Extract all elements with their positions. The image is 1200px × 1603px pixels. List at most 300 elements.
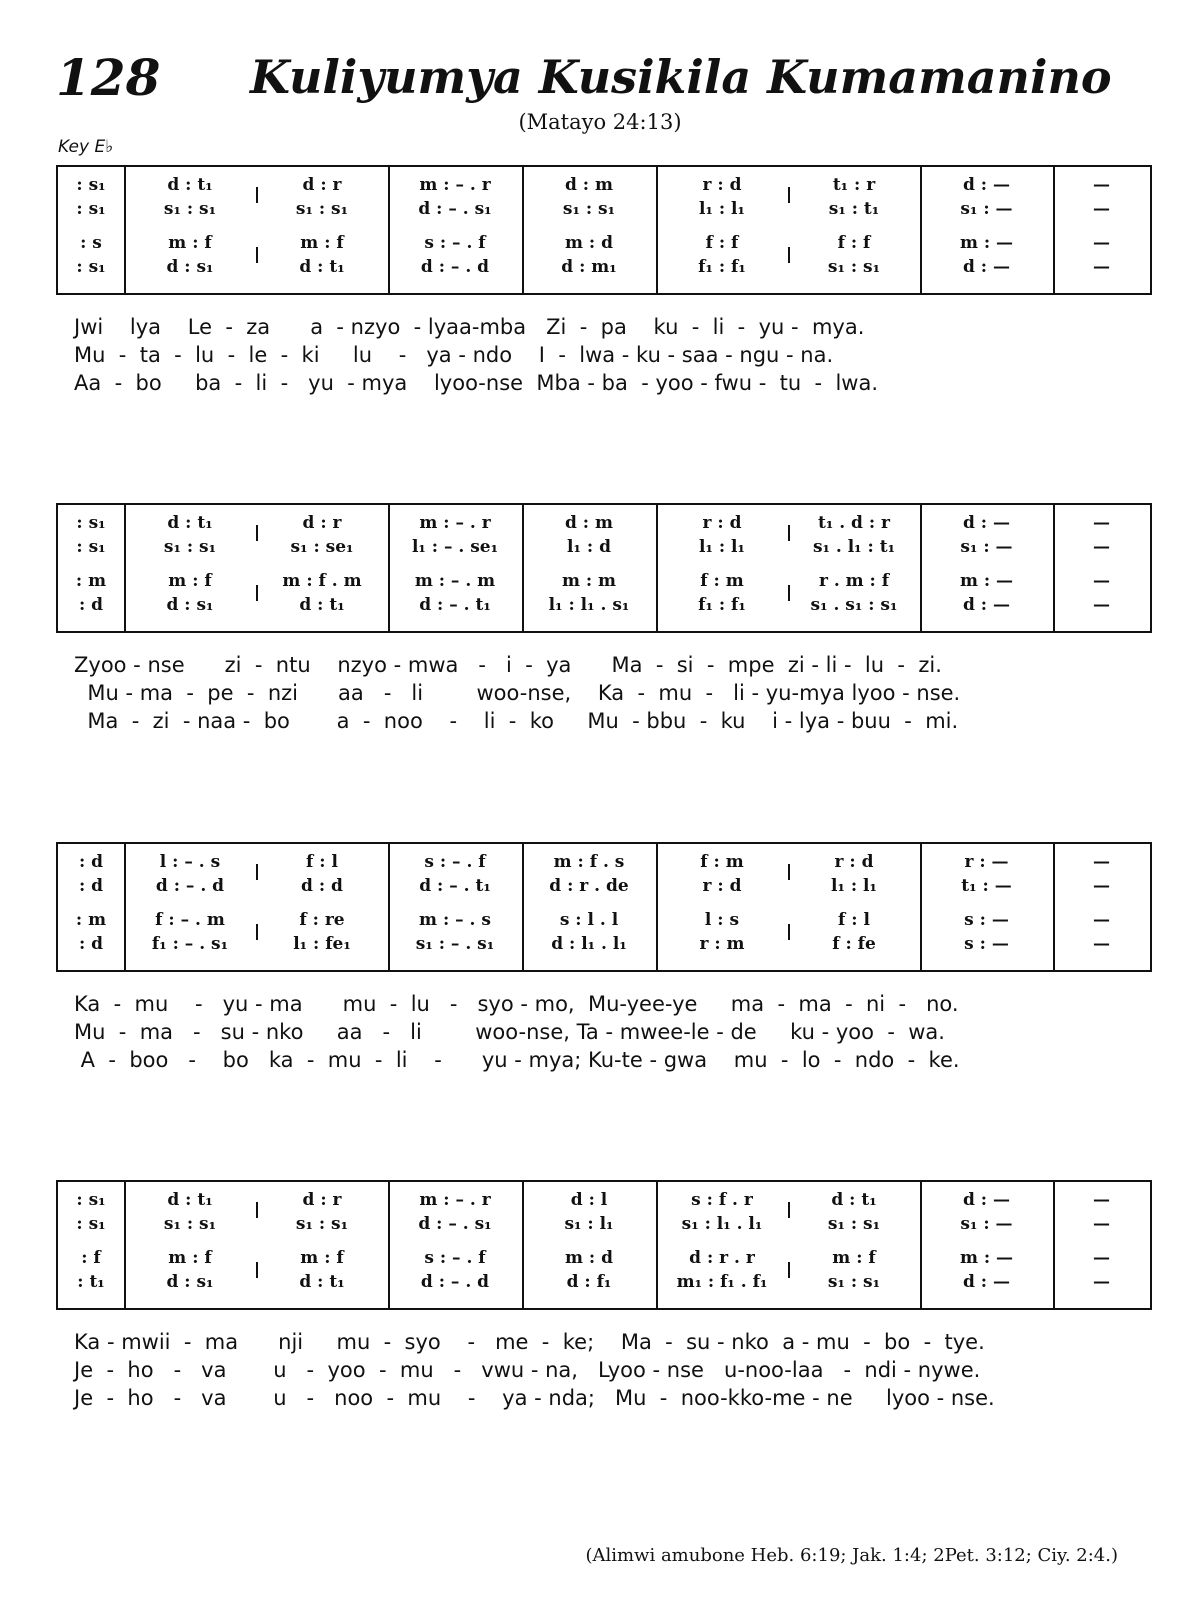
lyric-line: Je - ho - va u - noo - mu - ya - nda; Mu - noo-kko-me - ne lyoo - nse. xyxy=(74,1386,995,1410)
note-group: m : f xyxy=(300,233,344,253)
voice-notes xyxy=(58,876,124,896)
voice-notes xyxy=(58,257,124,277)
note-group: s₁ : se₁ xyxy=(290,537,354,557)
note-group: d : f₁ xyxy=(566,1272,612,1292)
note-group: l₁ : l₁ . s₁ xyxy=(548,595,630,615)
note-group: d : – . d xyxy=(420,257,490,277)
lyric-line: Jwi lya Le - za a - nzyo - lyaa-mba Zi - pa ku - li - yu - mya. xyxy=(74,315,865,339)
note-group: f₁ : f₁ xyxy=(698,257,746,277)
note-group: d : t₁ xyxy=(299,1272,345,1292)
note-group: m : f xyxy=(168,233,212,253)
measure xyxy=(58,167,124,293)
voice-notes xyxy=(788,1214,920,1234)
voice-notes xyxy=(522,1190,656,1210)
note-group: m : – . r xyxy=(419,175,491,195)
hymn-title: Kuliyumya Kusikila Kumamanino xyxy=(250,50,1112,104)
voice-notes xyxy=(656,876,788,896)
measure xyxy=(388,844,522,970)
note-group: : d xyxy=(78,595,104,615)
voice-notes xyxy=(788,233,920,253)
note-group: d : r xyxy=(302,1190,342,1210)
voice-notes xyxy=(788,571,920,591)
lyrics-block xyxy=(56,990,1150,1074)
note-group: — xyxy=(1093,513,1110,533)
voice-notes xyxy=(124,233,256,253)
note-group: d : – . d xyxy=(420,1272,490,1292)
measure xyxy=(256,844,388,970)
note-group: : d xyxy=(78,934,104,954)
voice-notes xyxy=(1053,175,1150,195)
note-group: m : — xyxy=(959,233,1014,253)
voice-notes xyxy=(58,571,124,591)
note-group: s₁ : s₁ xyxy=(827,1214,881,1234)
voice-notes xyxy=(1053,537,1150,557)
note-group: f : f xyxy=(837,233,871,253)
note-group: d : — xyxy=(963,1190,1010,1210)
note-group: s₁ : s₁ xyxy=(827,1272,881,1292)
voice-notes xyxy=(788,537,920,557)
measure xyxy=(522,1182,656,1308)
voice-notes xyxy=(388,1214,522,1234)
note-group: d : – . s₁ xyxy=(418,1214,492,1234)
music-system xyxy=(56,503,1150,735)
voice-notes xyxy=(124,1272,256,1292)
lyrics-block xyxy=(56,313,1150,397)
note-group: d : t₁ xyxy=(299,595,345,615)
note-group: — xyxy=(1093,595,1110,615)
note-group: m : — xyxy=(959,1248,1014,1268)
voice-notes xyxy=(256,175,388,195)
note-group: m : d xyxy=(565,233,613,253)
note-group: r . m : f xyxy=(818,571,890,591)
note-group: d : m xyxy=(565,175,613,195)
voice-notes xyxy=(788,199,920,219)
lyric-line: A - boo - bo ka - mu - li - yu - mya; Ku-te - gwa mu - lo - ndo - ke. xyxy=(74,1048,960,1072)
voice-notes xyxy=(788,910,920,930)
lyric-line: Mu - ta - lu - le - ki lu - ya - ndo I - lwa - ku - saa - ngu - na. xyxy=(74,343,834,367)
voice-notes xyxy=(124,537,256,557)
measure xyxy=(58,505,124,631)
voice-notes xyxy=(388,1272,522,1292)
note-group: — xyxy=(1093,1272,1110,1292)
hymn-number: 128 xyxy=(56,48,161,107)
voice-notes xyxy=(522,1214,656,1234)
measure xyxy=(920,167,1053,293)
voice-notes xyxy=(788,1272,920,1292)
note-group: d : s₁ xyxy=(166,595,214,615)
voice-notes xyxy=(920,175,1053,195)
voice-notes xyxy=(58,910,124,930)
voice-notes xyxy=(388,595,522,615)
note-group: f : re xyxy=(299,910,345,930)
note-group: d : s₁ xyxy=(166,1272,214,1292)
voice-notes xyxy=(920,1248,1053,1268)
voice-notes xyxy=(124,1214,256,1234)
note-group: — xyxy=(1093,1190,1110,1210)
solfa-staff xyxy=(56,165,1152,295)
voice-notes xyxy=(920,910,1053,930)
voice-notes xyxy=(388,513,522,533)
note-group: s₁ : – . s₁ xyxy=(415,934,495,954)
note-group: m : – . s xyxy=(419,910,491,930)
note-group: d : l₁ . l₁ xyxy=(551,934,627,954)
note-group: — xyxy=(1093,852,1110,872)
note-group: f : l xyxy=(306,852,338,872)
note-group: : m xyxy=(75,910,107,930)
note-group: m : f . m xyxy=(282,571,362,591)
voice-notes xyxy=(58,199,124,219)
voice-notes xyxy=(388,934,522,954)
note-group: d : – . s₁ xyxy=(418,199,492,219)
note-group: f : m xyxy=(700,852,744,872)
note-group: l₁ : fe₁ xyxy=(293,934,351,954)
voice-notes xyxy=(124,257,256,277)
note-group: : s₁ xyxy=(76,199,106,219)
lyric-line: Ka - mu - yu - ma mu - lu - syo - mo, Mu-yee-ye ma - ma - ni - no. xyxy=(74,992,959,1016)
lyric-line: Mu - ma - pe - nzi aa - li woo-nse, Ka - mu - li - yu-mya lyoo - nse. xyxy=(74,681,961,705)
measure xyxy=(788,844,920,970)
voice-notes xyxy=(788,852,920,872)
lyric-line: Mu - ma - su - nko aa - li woo-nse, Ta - mwee-le - de ku - yoo - wa. xyxy=(74,1020,945,1044)
note-group: s₁ : s₁ xyxy=(295,199,349,219)
measure xyxy=(124,844,256,970)
voice-notes xyxy=(656,199,788,219)
note-group: s₁ : l₁ xyxy=(564,1214,614,1234)
voice-notes xyxy=(256,571,388,591)
note-group: f₁ : f₁ xyxy=(698,595,746,615)
voice-notes xyxy=(58,595,124,615)
note-group: s : f . r xyxy=(691,1190,753,1210)
voice-notes xyxy=(124,934,256,954)
voice-notes xyxy=(522,1248,656,1268)
voice-notes xyxy=(920,257,1053,277)
note-group: m : f xyxy=(300,1248,344,1268)
voice-notes xyxy=(920,1272,1053,1292)
note-group: — xyxy=(1093,257,1110,277)
note-group: m : – . r xyxy=(419,1190,491,1210)
measure xyxy=(920,844,1053,970)
voice-notes xyxy=(656,233,788,253)
lyric-line: Ma - zi - naa - bo a - noo - li - ko Mu - bbu - ku i - lya - buu - mi. xyxy=(74,709,959,733)
note-group: l₁ : – . se₁ xyxy=(411,537,499,557)
note-group: s₁ : s₁ xyxy=(163,199,217,219)
voice-notes xyxy=(1053,934,1150,954)
measure xyxy=(1053,1182,1150,1308)
note-group: d : — xyxy=(963,595,1010,615)
note-group: s₁ . l₁ : t₁ xyxy=(812,537,896,557)
note-group: r : d xyxy=(702,175,742,195)
voice-notes xyxy=(788,513,920,533)
note-group: d : t₁ xyxy=(831,1190,877,1210)
note-group: : d xyxy=(78,852,104,872)
voice-notes xyxy=(522,513,656,533)
voice-notes xyxy=(256,1214,388,1234)
voice-notes xyxy=(1053,257,1150,277)
note-group: d : r xyxy=(302,175,342,195)
voice-notes xyxy=(124,852,256,872)
note-group: — xyxy=(1093,1214,1110,1234)
note-group: f : fe xyxy=(832,934,876,954)
voice-notes xyxy=(656,934,788,954)
measure xyxy=(1053,844,1150,970)
voice-notes xyxy=(656,1190,788,1210)
key-signature: Key E♭ xyxy=(58,137,114,157)
measure xyxy=(920,505,1053,631)
music-system xyxy=(56,165,1150,397)
voice-notes xyxy=(58,513,124,533)
note-group: s₁ : s₁ xyxy=(163,537,217,557)
note-group: f : – . m xyxy=(155,910,225,930)
lyric-line: Ka - mwii - ma nji mu - syo - me - ke; Ma - su - nko a - mu - bo - tye. xyxy=(74,1330,985,1354)
note-group: s : – . f xyxy=(424,233,486,253)
note-group: r : d xyxy=(702,876,742,896)
voice-notes xyxy=(656,1272,788,1292)
voice-notes xyxy=(256,934,388,954)
voice-notes xyxy=(656,595,788,615)
note-group: d : r . de xyxy=(549,876,629,896)
note-group: d : — xyxy=(963,175,1010,195)
note-group: r : m xyxy=(699,934,745,954)
voice-notes xyxy=(256,595,388,615)
voice-notes xyxy=(388,537,522,557)
note-group: r : d xyxy=(834,852,874,872)
note-group: f₁ : – . s₁ xyxy=(151,934,229,954)
voice-notes xyxy=(1053,1272,1150,1292)
note-group: m : m xyxy=(561,571,617,591)
note-group: — xyxy=(1093,934,1110,954)
voice-notes xyxy=(124,175,256,195)
voice-notes xyxy=(788,1190,920,1210)
note-group: m : f xyxy=(168,1248,212,1268)
note-group: d : r . r xyxy=(689,1248,755,1268)
solfa-staff xyxy=(56,1180,1152,1310)
note-group: — xyxy=(1093,876,1110,896)
measure xyxy=(656,1182,788,1308)
measure xyxy=(124,505,256,631)
voice-notes xyxy=(388,910,522,930)
note-group: l₁ : l₁ xyxy=(831,876,877,896)
note-group: m : – . r xyxy=(419,513,491,533)
voice-notes xyxy=(920,934,1053,954)
note-group: s₁ : s₁ xyxy=(163,1214,217,1234)
voice-notes xyxy=(522,910,656,930)
note-group: — xyxy=(1093,537,1110,557)
voice-notes xyxy=(388,1190,522,1210)
measure xyxy=(1053,167,1150,293)
note-group: t₁ . d : r xyxy=(817,513,890,533)
note-group: s : l . l xyxy=(559,910,619,930)
scripture-reference: (Matayo 24:13) xyxy=(518,110,682,134)
voice-notes xyxy=(1053,571,1150,591)
measure xyxy=(124,1182,256,1308)
note-group: — xyxy=(1093,199,1110,219)
voice-notes xyxy=(58,1214,124,1234)
voice-notes xyxy=(256,1272,388,1292)
voice-notes xyxy=(256,1248,388,1268)
note-group: m : d xyxy=(565,1248,613,1268)
note-group: m : — xyxy=(959,571,1014,591)
voice-notes xyxy=(388,876,522,896)
voice-notes xyxy=(788,876,920,896)
voice-notes xyxy=(256,910,388,930)
voice-notes xyxy=(522,876,656,896)
note-group: d : t₁ xyxy=(167,1190,213,1210)
note-group: — xyxy=(1093,233,1110,253)
note-group: : m xyxy=(75,571,107,591)
note-group: : t₁ xyxy=(77,1272,105,1292)
note-group: : s₁ xyxy=(76,175,106,195)
voice-notes xyxy=(124,513,256,533)
measure xyxy=(124,167,256,293)
voice-notes xyxy=(788,175,920,195)
note-group: s₁ . s₁ : s₁ xyxy=(810,595,898,615)
voice-notes xyxy=(256,257,388,277)
voice-notes xyxy=(522,852,656,872)
voice-notes xyxy=(124,876,256,896)
note-group: m : – . m xyxy=(414,571,496,591)
voice-notes xyxy=(58,934,124,954)
lyrics-block xyxy=(56,651,1150,735)
measure xyxy=(656,844,788,970)
voice-notes xyxy=(920,199,1053,219)
voice-notes xyxy=(656,257,788,277)
note-group: d : – . t₁ xyxy=(419,595,491,615)
voice-notes xyxy=(522,199,656,219)
note-group: : s₁ xyxy=(76,1190,106,1210)
measure xyxy=(388,167,522,293)
voice-notes xyxy=(256,513,388,533)
measure xyxy=(256,167,388,293)
note-group: s : — xyxy=(964,934,1009,954)
note-group: s₁ : s₁ xyxy=(295,1214,349,1234)
music-system xyxy=(56,842,1150,1074)
measure xyxy=(58,1182,124,1308)
measure xyxy=(788,505,920,631)
note-group: s₁ : t₁ xyxy=(828,199,880,219)
voice-notes xyxy=(388,571,522,591)
voice-notes xyxy=(58,233,124,253)
measure xyxy=(256,505,388,631)
measure xyxy=(256,1182,388,1308)
voice-notes xyxy=(256,199,388,219)
note-group: s₁ : s₁ xyxy=(827,257,881,277)
measure xyxy=(522,844,656,970)
voice-notes xyxy=(256,852,388,872)
voice-notes xyxy=(58,1248,124,1268)
note-group: r : d xyxy=(702,513,742,533)
note-group: d : s₁ xyxy=(166,257,214,277)
voice-notes xyxy=(920,876,1053,896)
note-group: — xyxy=(1093,175,1110,195)
voice-notes xyxy=(256,876,388,896)
voice-notes xyxy=(256,537,388,557)
measure xyxy=(788,1182,920,1308)
lyric-line: Je - ho - va u - yoo - mu - vwu - na, Lyoo - nse u-noo-laa - ndi - nywe. xyxy=(74,1358,981,1382)
note-group: : s₁ xyxy=(76,537,106,557)
voice-notes xyxy=(522,595,656,615)
note-group: — xyxy=(1093,1248,1110,1268)
note-group: d : l xyxy=(570,1190,608,1210)
voice-notes xyxy=(1053,595,1150,615)
voice-notes xyxy=(58,537,124,557)
voice-notes xyxy=(388,852,522,872)
voice-notes xyxy=(656,175,788,195)
voice-notes xyxy=(1053,233,1150,253)
note-group: : s₁ xyxy=(76,1214,106,1234)
note-group: d : — xyxy=(963,513,1010,533)
note-group: s₁ : — xyxy=(960,1214,1013,1234)
note-group: d : m₁ xyxy=(561,257,617,277)
voice-notes xyxy=(920,513,1053,533)
note-group: d : d xyxy=(301,876,343,896)
note-group: f : f xyxy=(705,233,739,253)
note-group: l₁ : l₁ xyxy=(699,537,745,557)
note-group: s₁ : — xyxy=(960,199,1013,219)
note-group: t₁ : r xyxy=(832,175,876,195)
solfa-staff xyxy=(56,842,1152,972)
note-group: s₁ : l₁ . l₁ xyxy=(681,1214,763,1234)
note-group: d : — xyxy=(963,1272,1010,1292)
voice-notes xyxy=(522,233,656,253)
voice-notes xyxy=(656,513,788,533)
voice-notes xyxy=(1053,513,1150,533)
note-group: l : – . s xyxy=(159,852,221,872)
voice-notes xyxy=(522,175,656,195)
note-group: s₁ : — xyxy=(960,537,1013,557)
note-group: m : f xyxy=(168,571,212,591)
voice-notes xyxy=(656,1214,788,1234)
voice-notes xyxy=(522,257,656,277)
voice-notes xyxy=(522,571,656,591)
note-group: : s₁ xyxy=(76,257,106,277)
lyrics-block xyxy=(56,1328,1150,1412)
note-group: d : t₁ xyxy=(167,175,213,195)
note-group: l : s xyxy=(704,910,740,930)
note-group: d : – . d xyxy=(155,876,225,896)
note-group: d : t₁ xyxy=(299,257,345,277)
measure xyxy=(920,1182,1053,1308)
voice-notes xyxy=(1053,199,1150,219)
voice-notes xyxy=(656,537,788,557)
voice-notes xyxy=(256,233,388,253)
voice-notes xyxy=(1053,852,1150,872)
note-group: d : r xyxy=(302,513,342,533)
note-group: t₁ : — xyxy=(961,876,1012,896)
note-group: s : — xyxy=(964,910,1009,930)
measure xyxy=(58,844,124,970)
note-group: s : – . f xyxy=(424,1248,486,1268)
measure xyxy=(656,167,788,293)
measure xyxy=(388,505,522,631)
note-group: d : – . t₁ xyxy=(419,876,491,896)
note-group: m : f . s xyxy=(553,852,625,872)
voice-notes xyxy=(256,1190,388,1210)
voice-notes xyxy=(522,934,656,954)
voice-notes xyxy=(920,571,1053,591)
voice-notes xyxy=(1053,910,1150,930)
measure xyxy=(522,167,656,293)
voice-notes xyxy=(920,537,1053,557)
note-group: : d xyxy=(78,876,104,896)
note-group: r : — xyxy=(964,852,1009,872)
note-group: f : m xyxy=(700,571,744,591)
note-group: l₁ : l₁ xyxy=(699,199,745,219)
measure xyxy=(788,167,920,293)
note-group: d : t₁ xyxy=(167,513,213,533)
footer-references: (Alimwi amubone Heb. 6:19; Jak. 1:4; 2Pet. 3:12; Ciy. 2:4.) xyxy=(585,1545,1118,1566)
voice-notes xyxy=(920,852,1053,872)
voice-notes xyxy=(920,1214,1053,1234)
